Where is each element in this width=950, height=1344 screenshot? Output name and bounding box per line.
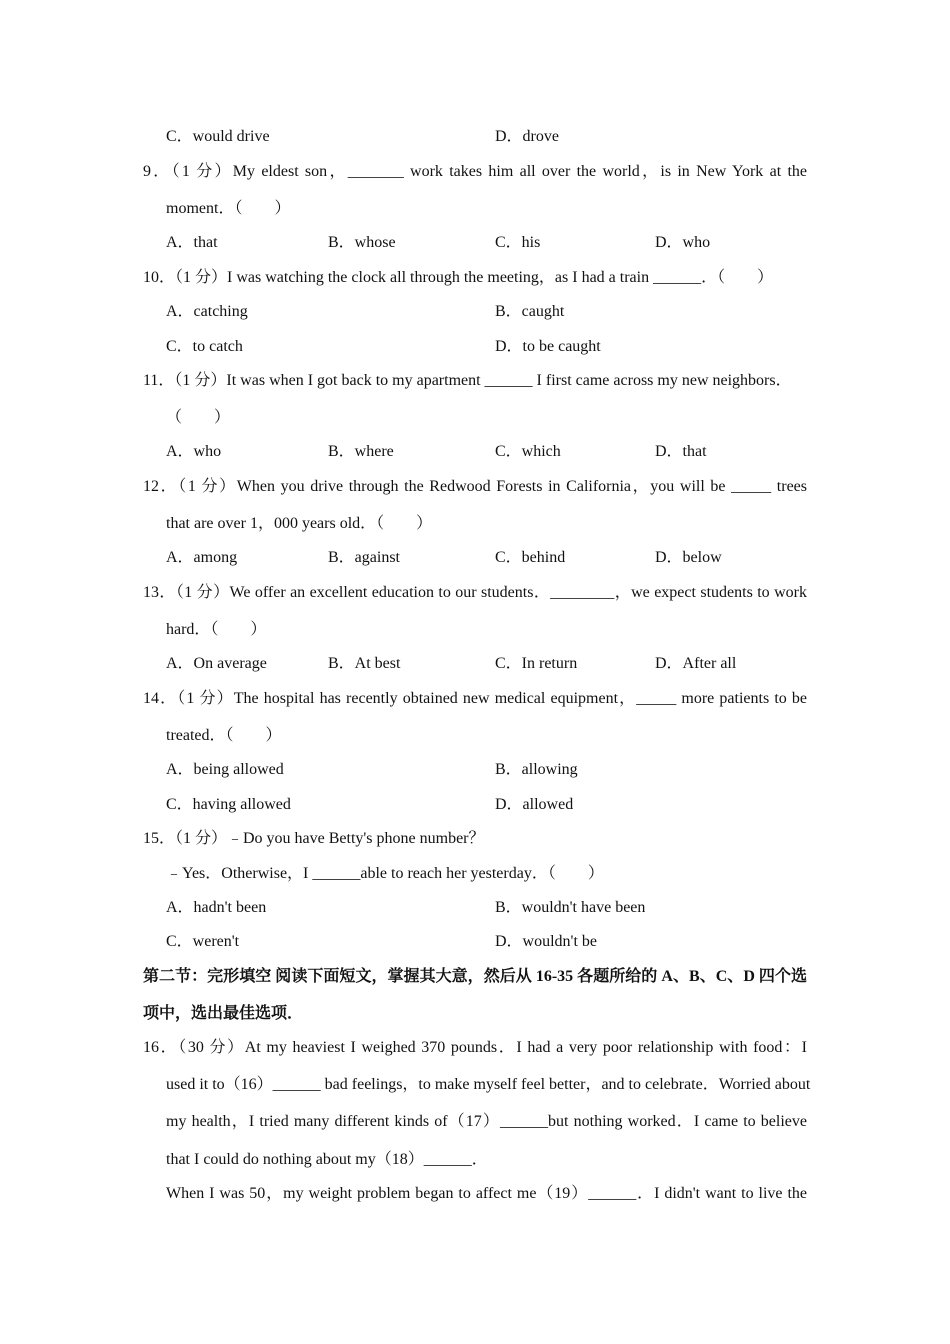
q11-option-d: D．that: [655, 443, 707, 460]
q16-passage-line5: When I was 50，my weight problem began to affect me（19）______．I didn't want to live the: [166, 1185, 807, 1202]
q9-option-a: A．that: [166, 234, 218, 251]
q12-option-c: C．behind: [495, 549, 566, 566]
q10-stem: 10．（1 分）I was watching the clock all through the meeting，as I had a train ______．（ ）: [143, 269, 774, 286]
q12-option-d: D．below: [655, 549, 722, 566]
q11-stem-line1: 11．（1 分）It was when I got back to my apartment ______ I first came across my new neighbors．: [143, 372, 792, 389]
q12-stem-line2: that are over 1，000 years old．（ ）: [166, 515, 433, 532]
q16-passage-line4: that I could do nothing about my（18）______．: [166, 1151, 488, 1168]
section2-heading-line1: 第二节：完形填空 阅读下面短文，掌握其大意，然后从 16-35 各题所给的 A、B、C、D 四个选: [143, 968, 807, 985]
q13-stem-line1: 13．（1 分）We offer an excellent education to our students．________，we expect students to work: [143, 584, 807, 601]
q13-option-d: D．After all: [655, 655, 737, 672]
q11-option-a: A．who: [166, 443, 222, 460]
q14-option-a: A．being allowed: [166, 761, 284, 778]
q10-option-a: A．catching: [166, 303, 248, 320]
q12-option-b: B．against: [328, 549, 400, 566]
q15-stem-line2: ﹣Yes．Otherwise，I ______able to reach her yesterday．（ ）: [166, 865, 604, 882]
q15-stem-line1: 15．（1 分）﹣Do you have Betty's phone number？: [143, 830, 485, 847]
q13-option-a: A．On average: [166, 655, 267, 672]
q10-option-d: D．to be caught: [495, 338, 601, 355]
q14-option-d: D．allowed: [495, 796, 574, 813]
q15-option-d: D．wouldn't be: [495, 933, 597, 950]
q9-option-c: C．his: [495, 234, 541, 251]
q12-stem-line1: 12．（1 分）When you drive through the Redwood Forests in California，you will be _____ trees: [143, 478, 807, 495]
q16-passage-line2: used it to（16）______ bad feelings，to make myself feel better，and to celebrate．Worried about: [166, 1076, 811, 1093]
q16-passage-line1: 16．（30 分）At my heaviest I weighed 370 pounds．I had a very poor relationship with food：I: [143, 1039, 807, 1056]
q14-option-b: B．allowing: [495, 761, 578, 778]
q13-stem-line2: hard．（ ）: [166, 621, 267, 638]
q15-option-b: B．wouldn't have been: [495, 899, 646, 916]
q8-option-c: C．would drive: [166, 128, 270, 145]
q14-stem-line2: treated．（ ）: [166, 727, 282, 744]
section2-heading-line2: 项中，选出最佳选项．: [143, 1005, 304, 1022]
q14-stem-line1: 14．（1 分）The hospital has recently obtained new medical equipment，_____ more patients to be: [143, 690, 807, 707]
q15-option-a: A．hadn't been: [166, 899, 267, 916]
q10-option-b: B．caught: [495, 303, 565, 320]
q8-option-d: D．drove: [495, 128, 559, 145]
q11-option-b: B．where: [328, 443, 394, 460]
q11-option-c: C．which: [495, 443, 561, 460]
q13-option-c: C．In return: [495, 655, 578, 672]
q9-stem-line1: 9．（1 分）My eldest son，_______ work takes him all over the world，is in New York at the: [143, 163, 807, 180]
q15-option-c: C．weren't: [166, 933, 240, 950]
q9-stem-line2: moment．（ ）: [166, 200, 291, 217]
q13-option-b: B．At best: [328, 655, 401, 672]
q11-stem-line2: （ ）: [166, 409, 231, 426]
q14-option-c: C．having allowed: [166, 796, 291, 813]
q9-option-d: D．who: [655, 234, 711, 251]
q9-option-b: B．whose: [328, 234, 396, 251]
q10-option-c: C．to catch: [166, 338, 243, 355]
q16-passage-line3: my health，I tried many different kinds of（17）______but nothing worked．I came to believe: [166, 1113, 807, 1130]
q12-option-a: A．among: [166, 549, 238, 566]
